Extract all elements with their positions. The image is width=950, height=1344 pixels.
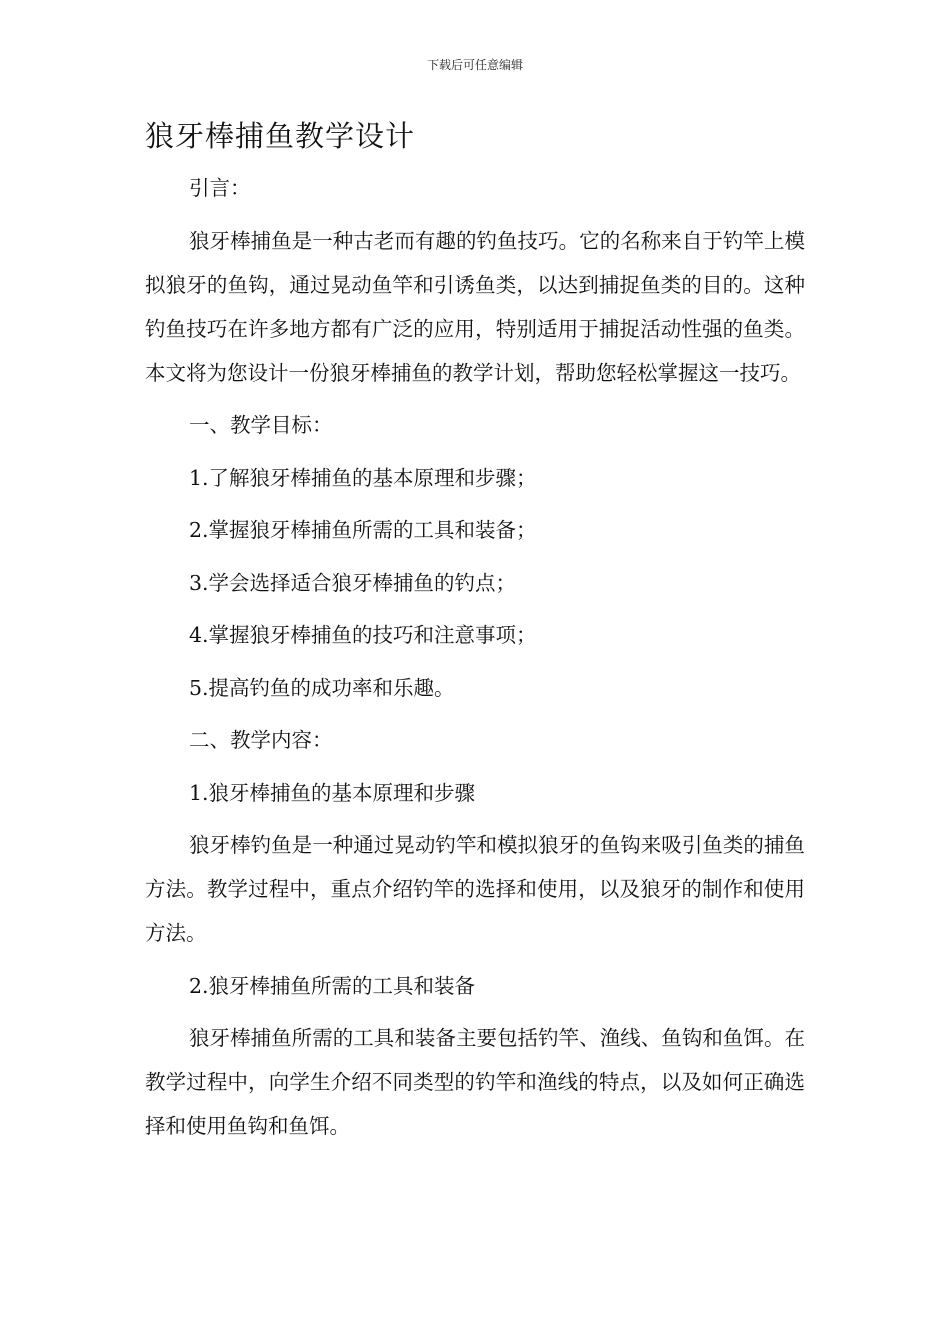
document-title: 狼牙棒捕鱼教学设计 <box>145 119 416 153</box>
intro-heading: 引言： <box>189 176 251 200</box>
document-body <box>145 166 805 1157</box>
goal-item-4: 4.掌握狼牙棒捕鱼的技巧和注意事项； <box>189 623 537 647</box>
content-paragraph-1: 狼牙棒钓鱼是一种通过晃动钓竿和模拟狼牙的鱼钩来吸引鱼类的捕鱼方法。教学过程中，重点介绍钓竿的选择和使用，以及狼牙的制作和使用方法。 <box>145 833 805 945</box>
intro-paragraph: 狼牙棒捕鱼是一种古老而有趣的钓鱼技巧。它的名称来自于钓竿上模拟狼牙的鱼钩，通过晃动鱼竿和引诱鱼类，以达到捕捉鱼类的目的。这种钓鱼技巧在许多地方都有广泛的应用，特别适用于捕捉活动性强的鱼类。本文将为您设计一份狼牙棒捕鱼的教学计划，帮助您轻松掌握这一技巧。 <box>145 228 805 385</box>
goal-item-5: 5.提高钓鱼的成功率和乐趣。 <box>189 675 455 700</box>
goal-item-3: 3.学会选择适合狼牙棒捕鱼的钓点； <box>189 570 517 595</box>
goal-item-2: 2.掌握狼牙棒捕鱼所需的工具和装备； <box>189 518 537 542</box>
goal-item-1: 1.了解狼牙棒捕鱼的基本原理和步骤； <box>189 465 537 490</box>
content-subheading-1: 1.狼牙棒捕鱼的基本原理和步骤 <box>189 780 476 805</box>
content-subheading-2: 2.狼牙棒捕鱼所需的工具和装备 <box>189 973 476 998</box>
content-paragraph-2: 狼牙棒捕鱼所需的工具和装备主要包括钓竿、渔线、鱼钩和鱼饵。在教学过程中，向学生介绍不同类型的钓竿和渔线的特点，以及如何正确选择和使用鱼钩和鱼饵。 <box>145 1026 805 1138</box>
section-heading-content: 二、教学内容： <box>189 728 333 752</box>
page-header-note: 下载后可任意编辑 <box>426 58 523 72</box>
section-heading-goals: 一、教学目标： <box>189 413 333 437</box>
